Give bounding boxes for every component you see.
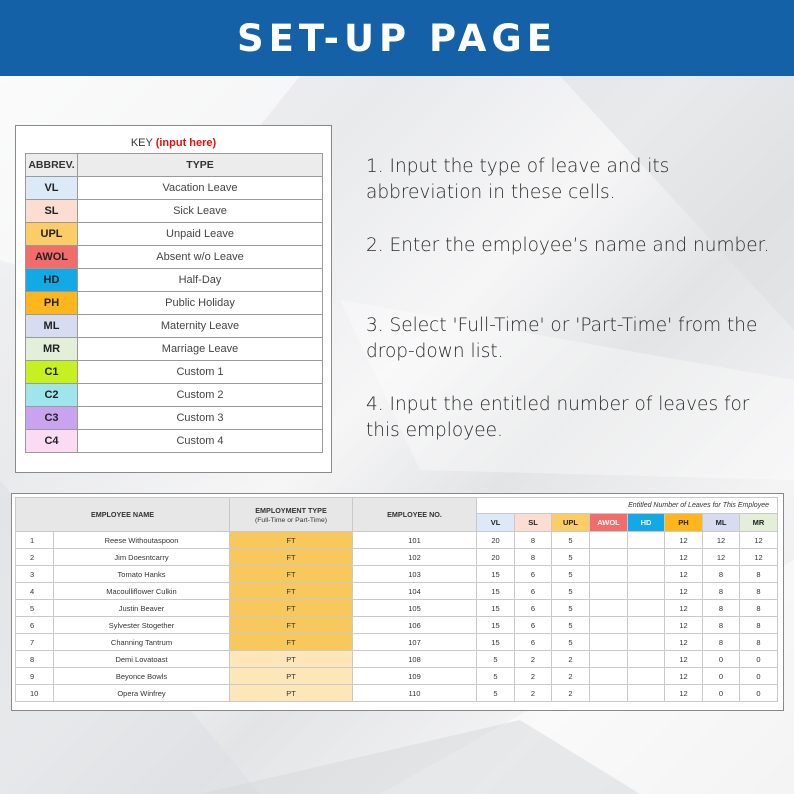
employee-no-cell[interactable]: 105 [353,600,477,617]
entitled-leaves-title: Entitled Number of Leaves for This Employee [477,498,778,514]
leave-entitlement-cell[interactable] [590,566,628,583]
leave-entitlement-cell[interactable] [628,651,665,668]
key-abbrev-cell[interactable]: HD [26,269,78,292]
leave-entitlement-cell[interactable] [628,617,665,634]
employment-type-cell[interactable]: PT [230,651,353,668]
employee-name-cell[interactable]: Beyonce Bowls [54,668,230,685]
leave-entitlement-cell[interactable] [628,600,665,617]
key-title-label: KEY [130,137,153,149]
header-banner [0,0,794,76]
leave-entitlement-cell[interactable]: 15 [477,617,515,634]
key-abbrev-cell[interactable]: MR [26,338,78,361]
employment-type-cell[interactable]: FT [230,549,353,566]
leave-entitlement-cell[interactable]: 2 [552,668,590,685]
row-index-cell: 10 [16,685,54,702]
employment-type-cell[interactable]: FT [230,583,353,600]
key-abbrev-cell[interactable]: C1 [26,361,78,384]
key-abbrev-cell[interactable]: C4 [26,430,78,453]
leave-entitlement-cell[interactable]: 15 [477,634,515,651]
leave-entitlement-cell[interactable]: 0 [740,685,778,702]
leave-col-vl: VL [477,514,515,532]
leave-entitlement-cell[interactable] [590,549,628,566]
leave-entitlement-cell[interactable] [628,566,665,583]
leave-entitlement-cell[interactable] [590,532,628,549]
leave-entitlement-cell[interactable]: 15 [477,566,515,583]
leave-entitlement-cell[interactable]: 5 [552,617,590,634]
leave-entitlement-cell[interactable] [628,532,665,549]
leave-entitlement-cell[interactable]: 6 [515,634,552,651]
leave-entitlement-cell[interactable]: 8 [703,600,740,617]
leave-entitlement-cell[interactable]: 12 [665,685,703,702]
key-type-cell[interactable]: Half-Day [78,269,323,292]
leave-entitlement-cell[interactable]: 0 [703,685,740,702]
key-row-c2 [26,384,323,407]
leave-entitlement-cell[interactable]: 0 [703,668,740,685]
leave-entitlement-cell[interactable]: 0 [740,651,778,668]
key-row-ph [26,292,323,315]
table-row [16,685,778,702]
leave-entitlement-cell[interactable]: 8 [703,583,740,600]
leave-entitlement-cell[interactable]: 5 [477,668,515,685]
leave-entitlement-cell[interactable]: 12 [740,532,778,549]
leave-entitlement-cell[interactable] [628,685,665,702]
key-row-ml [26,315,323,338]
instruction-1: 1. Input the type of leave and its abbreviation in these cells. [366,156,670,203]
employee-no-header: EMPLOYEE NO. [353,498,477,532]
leave-col-hd: HD [628,514,665,532]
leave-entitlement-cell[interactable] [590,583,628,600]
leave-entitlement-cell[interactable] [590,651,628,668]
leave-entitlement-cell[interactable] [628,549,665,566]
table-row [16,600,778,617]
employment-type-cell[interactable]: FT [230,566,353,583]
employee-name-cell[interactable]: Reese Withoutaspoon [54,532,230,549]
key-type-cell[interactable]: Custom 3 [78,407,323,430]
leave-col-sl: SL [515,514,552,532]
table-row [16,583,778,600]
key-type-cell[interactable]: Marriage Leave [78,338,323,361]
employment-type-cell[interactable]: FT [230,634,353,651]
employee-table [15,497,778,702]
key-abbrev-cell[interactable]: C3 [26,407,78,430]
leave-entitlement-cell[interactable]: 2 [515,651,552,668]
row-index-cell: 8 [16,651,54,668]
leave-entitlement-cell[interactable]: 12 [665,617,703,634]
employment-type-cell[interactable]: FT [230,617,353,634]
leave-entitlement-cell[interactable]: 15 [477,583,515,600]
page-title: SET-UP PAGE [236,16,558,60]
key-type-cell[interactable]: Custom 2 [78,384,323,407]
leave-entitlement-cell[interactable]: 2 [515,685,552,702]
leave-entitlement-cell[interactable]: 12 [665,583,703,600]
employee-name-cell[interactable]: Jim Doesntcarry [54,549,230,566]
leave-entitlement-cell[interactable]: 8 [740,634,778,651]
leave-col-upl: UPL [552,514,590,532]
key-type-cell[interactable]: Maternity Leave [78,315,323,338]
leave-entitlement-cell[interactable]: 8 [703,566,740,583]
table-row [16,617,778,634]
leave-entitlement-cell[interactable]: 2 [552,685,590,702]
key-title [16,137,331,149]
leave-entitlement-cell[interactable]: 8 [703,634,740,651]
key-type-cell[interactable]: Custom 4 [78,430,323,453]
type-header: TYPE [78,154,323,177]
key-type-cell[interactable]: Sick Leave [78,200,323,223]
employee-name-cell[interactable]: Justin Beaver [54,600,230,617]
leave-entitlement-cell[interactable] [590,685,628,702]
employment-type-cell[interactable]: PT [230,668,353,685]
employment-type-sub: (Full-Time or Part-Time) [255,516,327,524]
employment-type-label: EMPLOYMENT TYPE [255,505,327,515]
leave-entitlement-cell[interactable]: 5 [552,634,590,651]
leave-entitlement-cell[interactable]: 5 [477,685,515,702]
employee-name-cell[interactable]: Macoulliflower Culkin [54,583,230,600]
key-abbrev-cell[interactable]: C2 [26,384,78,407]
key-abbrev-cell[interactable]: UPL [26,223,78,246]
key-type-cell[interactable]: Public Holiday [78,292,323,315]
employee-no-cell[interactable]: 106 [353,617,477,634]
leave-entitlement-cell[interactable]: 6 [515,566,552,583]
employee-name-cell[interactable]: Demi Lovatoast [54,651,230,668]
leave-entitlement-cell[interactable]: 5 [477,651,515,668]
key-abbrev-cell[interactable]: ML [26,315,78,338]
employee-no-cell[interactable]: 110 [353,685,477,702]
key-row-hd [26,269,323,292]
leave-entitlement-cell[interactable]: 6 [515,617,552,634]
key-abbrev-cell[interactable]: VL [26,177,78,200]
employment-type-cell[interactable]: FT [230,532,353,549]
key-abbrev-cell[interactable]: PH [26,292,78,315]
leave-entitlement-cell[interactable]: 20 [477,549,515,566]
leave-entitlement-cell[interactable]: 6 [515,583,552,600]
employee-no-cell[interactable]: 104 [353,583,477,600]
key-row-vl [26,177,323,200]
leave-entitlement-cell[interactable]: 2 [515,668,552,685]
leave-entitlement-cell[interactable]: 5 [552,566,590,583]
leave-entitlement-cell[interactable]: 5 [552,600,590,617]
instruction-2: 2. Enter the employee’s name and number. [366,235,770,256]
leave-entitlement-cell[interactable]: 5 [552,532,590,549]
key-type-cell[interactable]: Absent w/o Leave [78,246,323,269]
row-index-cell: 6 [16,617,54,634]
leave-entitlement-cell[interactable] [590,634,628,651]
table-row [16,566,778,583]
key-row-c3 [26,407,323,430]
key-row-c1 [26,361,323,384]
table-row [16,651,778,668]
employee-name-cell[interactable]: Channing Tantrum [54,634,230,651]
leave-entitlement-cell[interactable]: 12 [665,668,703,685]
leave-entitlement-cell[interactable]: 12 [665,566,703,583]
employee-name-cell[interactable]: Tomato Hanks [54,566,230,583]
employee-table-panel [11,493,784,711]
leave-key-panel [15,125,332,473]
leave-entitlement-cell[interactable]: 6 [515,600,552,617]
leave-entitlement-cell[interactable]: 5 [552,583,590,600]
leave-entitlement-cell[interactable]: 8 [740,566,778,583]
leave-entitlement-cell[interactable]: 2 [552,651,590,668]
instruction-4: 4. Input the entitled number of leaves for this employee. [366,394,750,441]
table-row [16,668,778,685]
employee-name-cell[interactable]: Opera Winfrey [54,685,230,702]
row-index-cell: 1 [16,532,54,549]
leave-entitlement-cell[interactable]: 12 [665,600,703,617]
table-row [16,532,778,549]
leave-entitlement-cell[interactable] [628,668,665,685]
leave-entitlement-cell[interactable] [590,668,628,685]
table-row [16,634,778,651]
leave-entitlement-cell[interactable]: 12 [740,549,778,566]
leave-col-ml: ML [703,514,740,532]
leave-entitlement-cell[interactable] [590,617,628,634]
leave-entitlement-cell[interactable]: 12 [665,651,703,668]
row-index-cell: 4 [16,583,54,600]
employment-type-cell[interactable]: FT [230,600,353,617]
leave-entitlement-cell[interactable]: 15 [477,600,515,617]
leave-col-ph: PH [665,514,703,532]
leave-entitlement-cell[interactable]: 8 [515,532,552,549]
leave-entitlement-cell[interactable]: 0 [703,651,740,668]
leave-key-table [25,153,323,453]
leave-entitlement-cell[interactable] [590,600,628,617]
key-row-c4 [26,430,323,453]
key-row-awol [26,246,323,269]
leave-entitlement-cell[interactable]: 8 [740,600,778,617]
leave-entitlement-cell[interactable]: 5 [552,549,590,566]
employee-no-cell[interactable]: 102 [353,549,477,566]
table-row [16,549,778,566]
leave-entitlement-cell[interactable]: 8 [740,583,778,600]
employee-name-cell[interactable]: Sylvester Stogether [54,617,230,634]
leave-entitlement-cell[interactable]: 12 [703,532,740,549]
key-type-cell[interactable]: Custom 1 [78,361,323,384]
leave-entitlement-cell[interactable]: 8 [703,617,740,634]
leave-entitlement-cell[interactable] [628,583,665,600]
leave-entitlement-cell[interactable]: 12 [703,549,740,566]
leave-col-awol: AWOL [590,514,628,532]
employment-type-header [230,498,353,532]
key-abbrev-cell[interactable]: AWOL [26,246,78,269]
leave-entitlement-cell[interactable]: 12 [665,634,703,651]
abbrev-header: ABBREV. [26,154,78,177]
employee-no-cell[interactable]: 103 [353,566,477,583]
leave-entitlement-cell[interactable]: 8 [515,549,552,566]
employee-name-header: EMPLOYEE NAME [16,498,230,532]
employee-no-cell[interactable]: 108 [353,651,477,668]
key-type-cell[interactable]: Unpaid Leave [78,223,323,246]
leave-entitlement-cell[interactable]: 12 [665,549,703,566]
row-index-cell: 5 [16,600,54,617]
employee-no-cell[interactable]: 109 [353,668,477,685]
leave-col-mr: MR [740,514,778,532]
row-index-cell: 3 [16,566,54,583]
row-index-cell: 7 [16,634,54,651]
key-row-sl [26,200,323,223]
employee-no-cell[interactable]: 107 [353,634,477,651]
key-row-mr [26,338,323,361]
key-title-note: (input here) [155,137,217,149]
key-row-upl [26,223,323,246]
employment-type-cell[interactable]: PT [230,685,353,702]
key-type-cell[interactable]: Vacation Leave [78,177,323,200]
row-index-cell: 9 [16,668,54,685]
leave-entitlement-cell[interactable]: 20 [477,532,515,549]
leave-entitlement-cell[interactable] [628,634,665,651]
leave-entitlement-cell[interactable]: 0 [740,668,778,685]
employee-no-cell[interactable]: 101 [353,532,477,549]
row-index-cell: 2 [16,549,54,566]
leave-entitlement-cell[interactable]: 8 [740,617,778,634]
instruction-3: 3. Select 'Full-Time' or 'Part-Time' from the drop-down list. [366,315,758,362]
leave-entitlement-cell[interactable]: 12 [665,532,703,549]
key-abbrev-cell[interactable]: SL [26,200,78,223]
